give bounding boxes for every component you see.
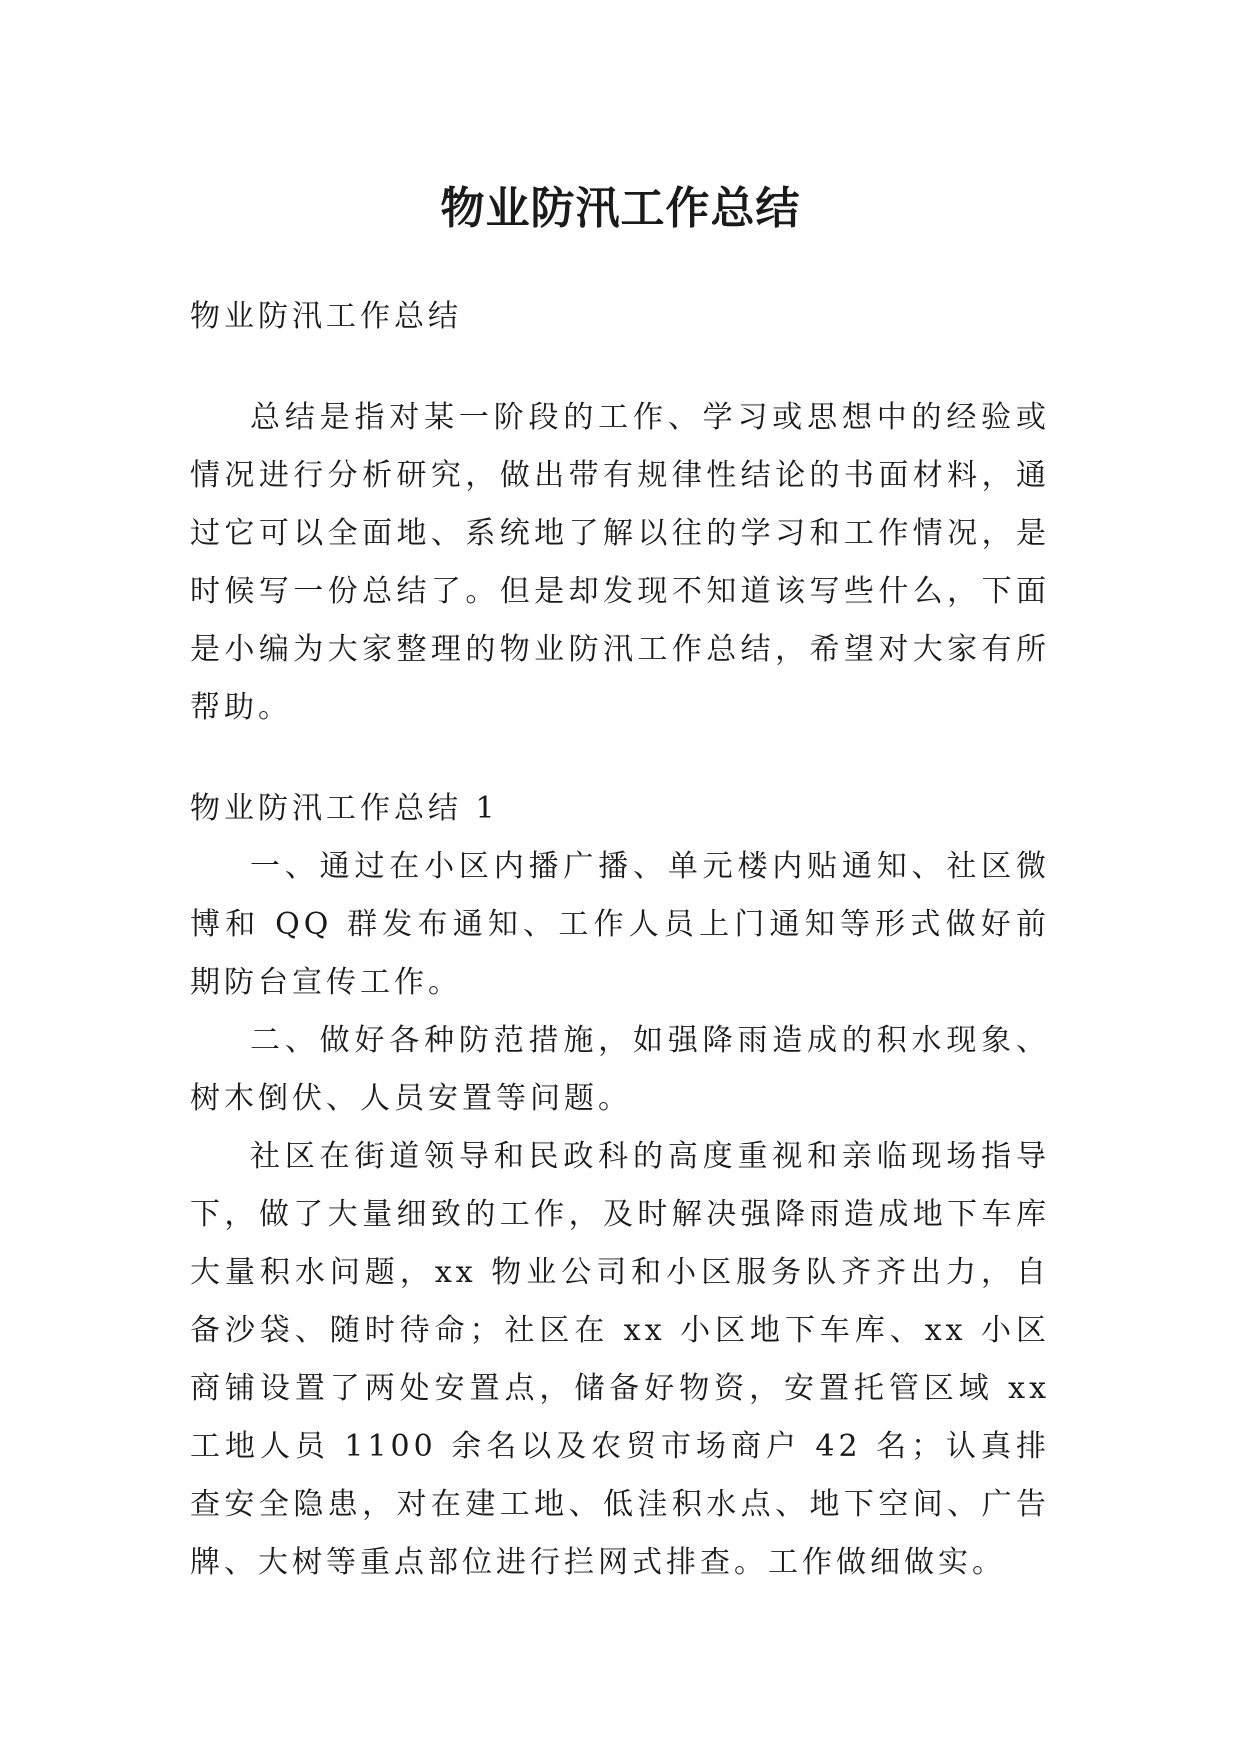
section-paragraph-1: 一、通过在小区内播广播、单元楼内贴通知、社区微博和 QQ 群发布通知、工作人员上门通知等形式做好前期防台宣传工作。: [190, 849, 1050, 1000]
section-paragraph-3: 社区在街道领导和民政科的高度重视和亲临现场指导下，做了大量细致的工作，及时解决强降雨造成地下车库大量积水问题，xx 物业公司和小区服务队齐齐出力，自备沙袋、随时待命；社区在 xx 小区地下车库、xx 小区商铺设置了两处安置点，储备好物资，安置托管区域 xx 工地人员 1100 余名以及农贸市场商户 42 名；认真排查安全隐患，对在建工地、低洼积水点、地下空间、广告牌、大树等重点部位进行拦网式排查。工作做细做实。: [190, 1139, 1050, 1580]
document-body: [190, 288, 1050, 1592]
document-subtitle: 物业防汛工作总结: [190, 299, 462, 334]
intro-paragraph: 总结是指对某一阶段的工作、学习或思想中的经验或情况进行分析研究，做出带有规律性结论的书面材料，通过它可以全面地、系统地了解以往的学习和工作情况，是时候写一份总结了。但是却发现不知道该写些什么，下面是小编为大家整理的物业防汛工作总结，希望对大家有所帮助。: [190, 400, 1050, 725]
section-paragraph-2: 二、做好各种防范措施，如强降雨造成的积水现象、树木倒伏、人员安置等问题。: [190, 1023, 1050, 1116]
section-heading: 物业防汛工作总结 1: [190, 791, 499, 826]
document-title: 物业防汛工作总结: [440, 183, 801, 235]
